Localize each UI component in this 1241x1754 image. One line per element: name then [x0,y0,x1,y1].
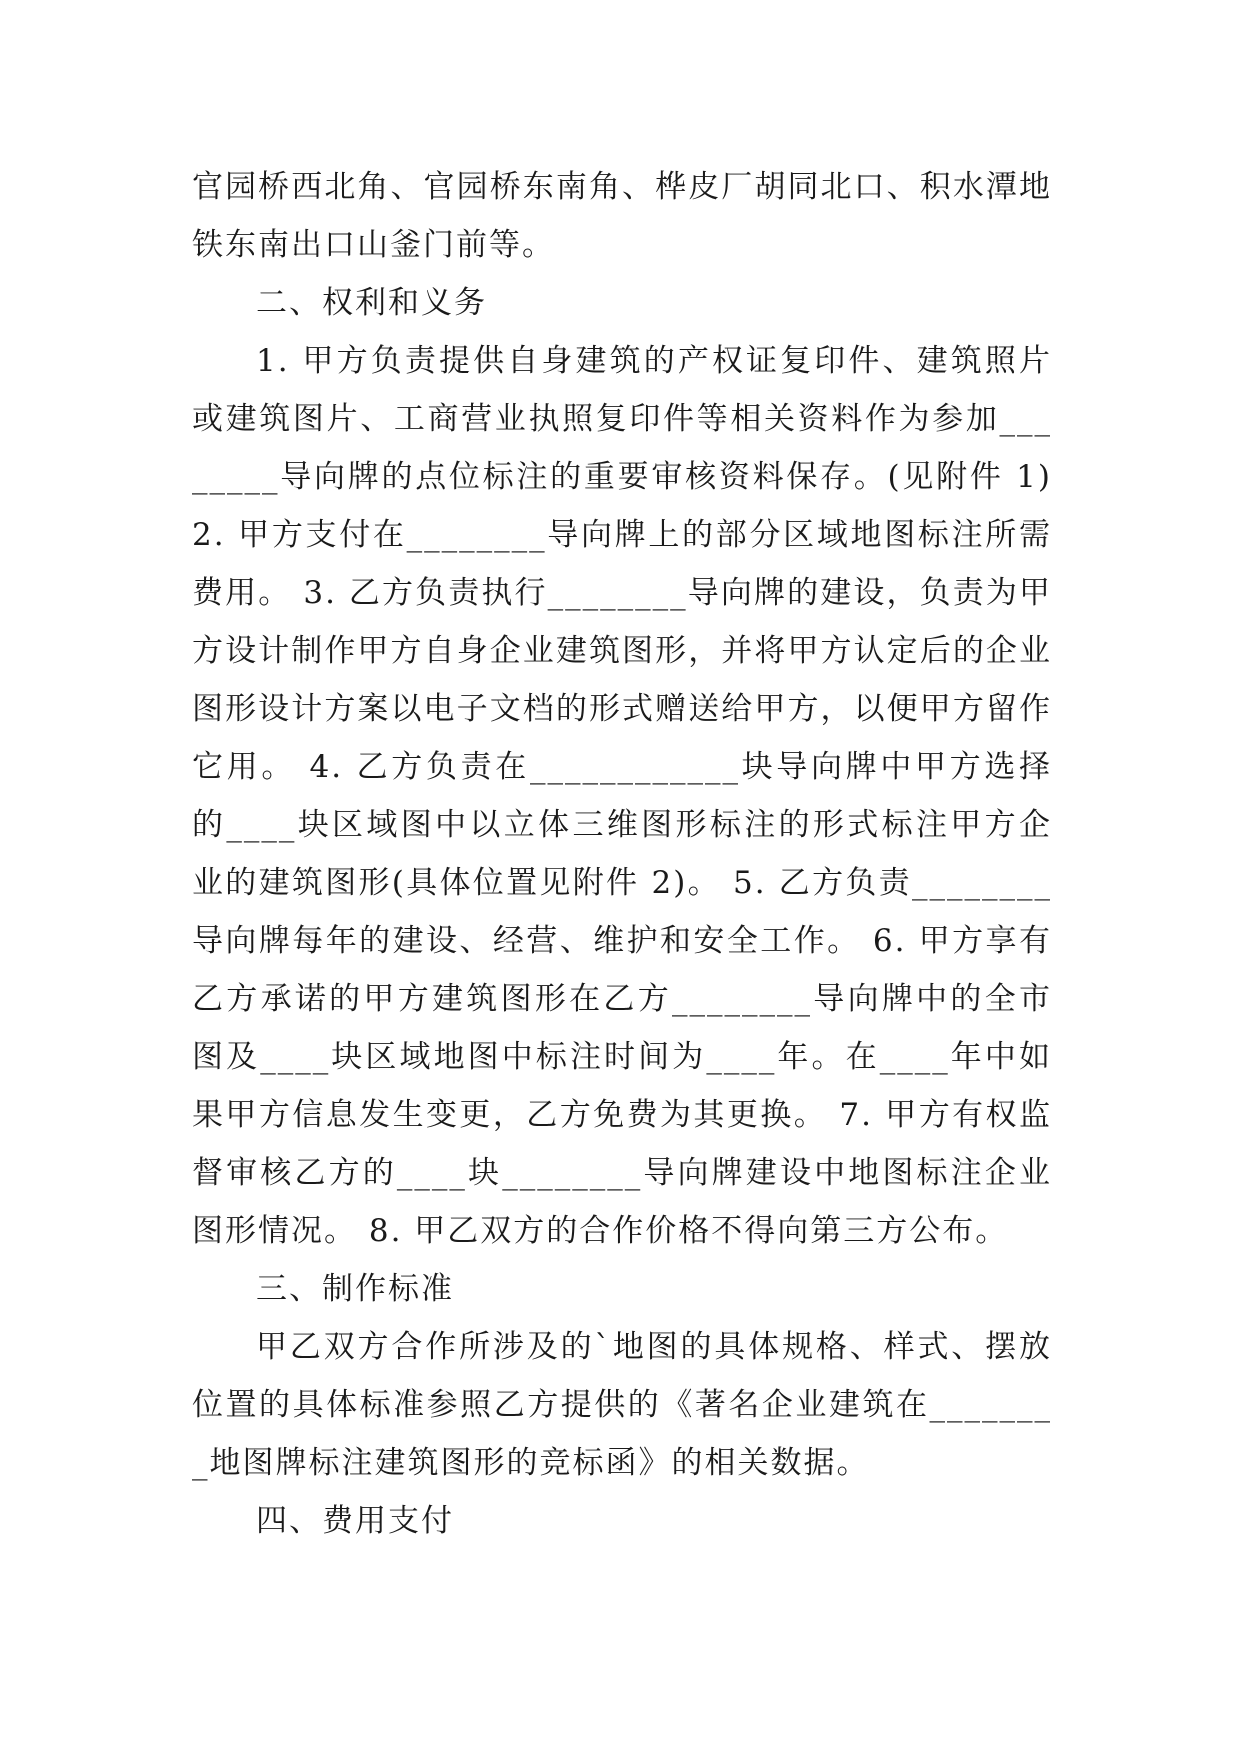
section-heading-production-standard: 三、制作标准 [256,1271,454,1307]
section-heading-payment: 四、费用支付 [256,1503,454,1539]
paragraph-production-standard: 甲乙双方合作所涉及的`地图的具体规格、样式、摆放位置的具体标准参照乙方提供的《著名企业建筑在________地图牌标注建筑图形的竞标函》的相关数据。 [192,1329,1052,1481]
document-body [192,158,1052,1550]
paragraph-locations: 官园桥西北角、官园桥东南角、桦皮厂胡同北口、积水潭地铁东南出口山釜门前等。 [192,169,1052,263]
section-heading-rights-obligations: 二、权利和义务 [256,285,487,321]
paragraph-rights-obligations: 1. 甲方负责提供自身建筑的产权证复印件、建筑照片或建筑图片、工商营业执照复印件等相关资料作为参加________导向牌的点位标注的重要审核资料保存。(见附件 1) 2. 甲方支付在________导向牌上的部分区域地图标注所需费用。 3. 乙方负责执行________导向牌的建设，负责为甲方设计制作甲方自身企业建筑图形，并将甲方认定后的企业图形设计方案以电子文档的形式赠送给甲方，以便甲方留作它用。 4. 乙方负责在____________块导向牌中甲方选择的____块区域图中以立体三维图形标注的形式标注甲方企业的建筑图形(具体位置见附件 2)。 5. 乙方负责________导向牌每年的建设、经营、维护和安全工作。 6. 甲方享有乙方承诺的甲方建筑图形在乙方________导向牌中的全市图及____块区域地图中标注时间为____年。在____年中如果甲方信息发生变更，乙方免费为其更换。 7. 甲方有权监督审核乙方的____块________导向牌建设中地图标注企业图形情况。 8. 甲乙双方的合作价格不得向第三方公布。 [192,343,1052,1249]
